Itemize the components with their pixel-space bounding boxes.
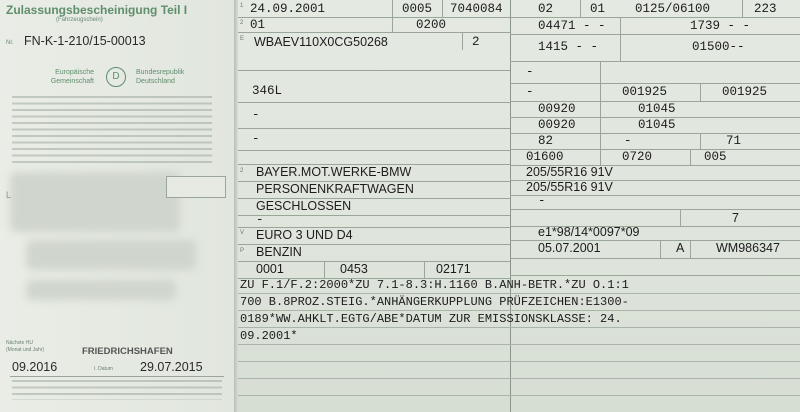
- eu-label-left: Europäische Gemeinschaft: [50, 69, 94, 85]
- axles: 02: [538, 2, 554, 16]
- first-registration: 05.07.2001: [538, 241, 601, 255]
- row-empty-2: [238, 128, 510, 151]
- remark-line-3: 0189*WW.AHKLT.EGTG/ABE*DATUM ZUR EMISSIONSKLASSE: 24.: [240, 312, 622, 326]
- tires-front: 205/55R16 91V: [526, 165, 613, 179]
- document-title: Zulassungsbescheinigung Teil I: [6, 3, 188, 17]
- document-subtitle: (Fahrzeugschein): [56, 17, 103, 23]
- row-empty-r: [510, 195, 800, 210]
- body-type: GESCHLOSSEN: [256, 199, 352, 213]
- remark-line-4: 09.2001*: [240, 329, 298, 343]
- empty-value-1: -: [252, 108, 260, 122]
- row-registration-date: [238, 0, 510, 18]
- max-mass-c: 001925: [722, 85, 768, 99]
- first-registration-date: 24.09.2001: [250, 2, 326, 16]
- eu-country-emblem: D: [106, 67, 126, 87]
- color-code: 7: [732, 211, 739, 225]
- issue-date: 29.07.2015: [140, 360, 203, 374]
- code-a: 0001: [256, 262, 284, 276]
- axle-load-1a: 00920: [538, 102, 576, 116]
- row-axle-load-1: [510, 101, 800, 118]
- row-height: [510, 34, 800, 62]
- redacted-holder-address: [26, 240, 196, 270]
- empty-value-3: -: [256, 213, 264, 227]
- row-axle-load-2: [510, 117, 800, 134]
- signature-fine-print: [12, 380, 222, 400]
- redacted-holder-city: [26, 280, 176, 300]
- vin: WBAEV110X0CG50268: [254, 35, 388, 49]
- eu-label-right: Bundesrepublik Deutschland: [136, 69, 185, 85]
- vin-check-digit: 2: [472, 35, 480, 49]
- vehicle-class: PERSONENKRAFTWAGEN: [256, 182, 414, 196]
- key-b: 0200: [416, 18, 447, 32]
- remark-line-2: 700 B.8PROZ.STEIG.*ANHÄNGERKUPPLUNG PRÜFZEICHEN:E1300-: [240, 295, 629, 309]
- row-emission-class: [238, 227, 510, 245]
- row-dimensions: [510, 17, 800, 35]
- row-vin: [238, 32, 510, 71]
- code-c: 02171: [436, 262, 471, 276]
- empty-value-2: -: [252, 132, 260, 146]
- max-mass-b: 001925: [622, 85, 668, 99]
- volume: -: [526, 65, 534, 79]
- issue-date-label: I. Datum: [94, 366, 113, 372]
- row-fuel: [238, 244, 510, 262]
- remarks-section: [238, 276, 800, 412]
- trailer-load-unbraked: 0720: [622, 150, 653, 164]
- empty-value-r: -: [538, 194, 546, 208]
- row-tires-rear: [510, 180, 800, 196]
- seats: 005: [704, 150, 727, 164]
- type-key: 7040084: [450, 2, 503, 16]
- field-marker: L: [6, 190, 12, 200]
- row-trailer: [510, 149, 800, 166]
- noise-standing: 82: [538, 134, 554, 148]
- row-model: [238, 70, 510, 103]
- row-body: [238, 198, 510, 216]
- row-noise: [510, 133, 800, 150]
- row-axles: [510, 0, 800, 18]
- type-approval-number: e1*98/14*0097*09: [538, 225, 640, 239]
- height: 1415 - -: [538, 40, 599, 54]
- row-first-reg: [510, 240, 800, 259]
- manufacturer-key: 0005: [402, 2, 433, 16]
- max-mass-a: -: [526, 85, 534, 99]
- length: 04471 - -: [538, 19, 606, 33]
- axle-load-1b: 01045: [638, 102, 676, 116]
- row-max-mass: [510, 83, 800, 102]
- empty-mass: 01500--: [692, 40, 745, 54]
- width: 1739 - -: [690, 19, 751, 33]
- noise-rpm: -: [624, 134, 632, 148]
- axle-load-2a: 00920: [538, 118, 576, 132]
- row-keys: [238, 17, 510, 33]
- model-code: 346L: [252, 84, 283, 98]
- vehicle-data-column: 24.09.2001 0005 7040084 01 0200 WBAEV110X0CG50268 2 346L - - BAYER.MOT.WERKE-BMW PERSONENKRAFTWAGEN GESCHLOSSEN - EURO 3 UND D4 BENZIN 0001 0453 02171 1 2 E 2 V P: [238, 0, 510, 412]
- power-rpm: 0125/06100: [635, 2, 711, 16]
- row-volume: [510, 61, 800, 84]
- document-number: FN-K-1-210/15-00013: [24, 34, 146, 48]
- holder-box: [166, 176, 226, 198]
- manufacturer: BAYER.MOT.WERKE-BMW: [256, 165, 412, 179]
- redacted-holder-name: [10, 172, 180, 232]
- next-hu-label: Nächste HU (Monat und Jahr): [6, 340, 45, 353]
- remark-line-1: ZU F.1/F.2:2000*ZU 7.1-8.3:H.1160 B.ANH-BETR.*ZU O.1:1: [240, 278, 629, 292]
- tires-rear: 205/55R16 91V: [526, 180, 613, 194]
- trailer-load-braked: 01600: [526, 150, 564, 164]
- fuel-type: BENZIN: [256, 245, 302, 259]
- issuing-authority: FRIEDRICHSHAFEN: [82, 346, 173, 357]
- row-manufacturer: [238, 164, 510, 182]
- first-registration-code: A: [676, 241, 685, 255]
- nr-label: Nr.: [6, 40, 14, 46]
- left-panel: [0, 0, 234, 412]
- row-vehicle-class: [238, 181, 510, 199]
- code-b: 0453: [340, 262, 368, 276]
- emission-class: EURO 3 UND D4: [256, 228, 353, 242]
- next-hu-date: 09.2016: [12, 360, 58, 374]
- drive-axles: 01: [590, 2, 606, 16]
- axle-load-2b: 01045: [638, 118, 676, 132]
- certificate-number: WM986347: [716, 241, 780, 255]
- top-speed: 223: [754, 2, 777, 16]
- row-empty-1: [238, 102, 510, 129]
- key-a: 01: [250, 18, 266, 32]
- row-approval: [510, 226, 800, 241]
- noise-driving: 71: [726, 134, 742, 148]
- row-tires-front: [510, 165, 800, 181]
